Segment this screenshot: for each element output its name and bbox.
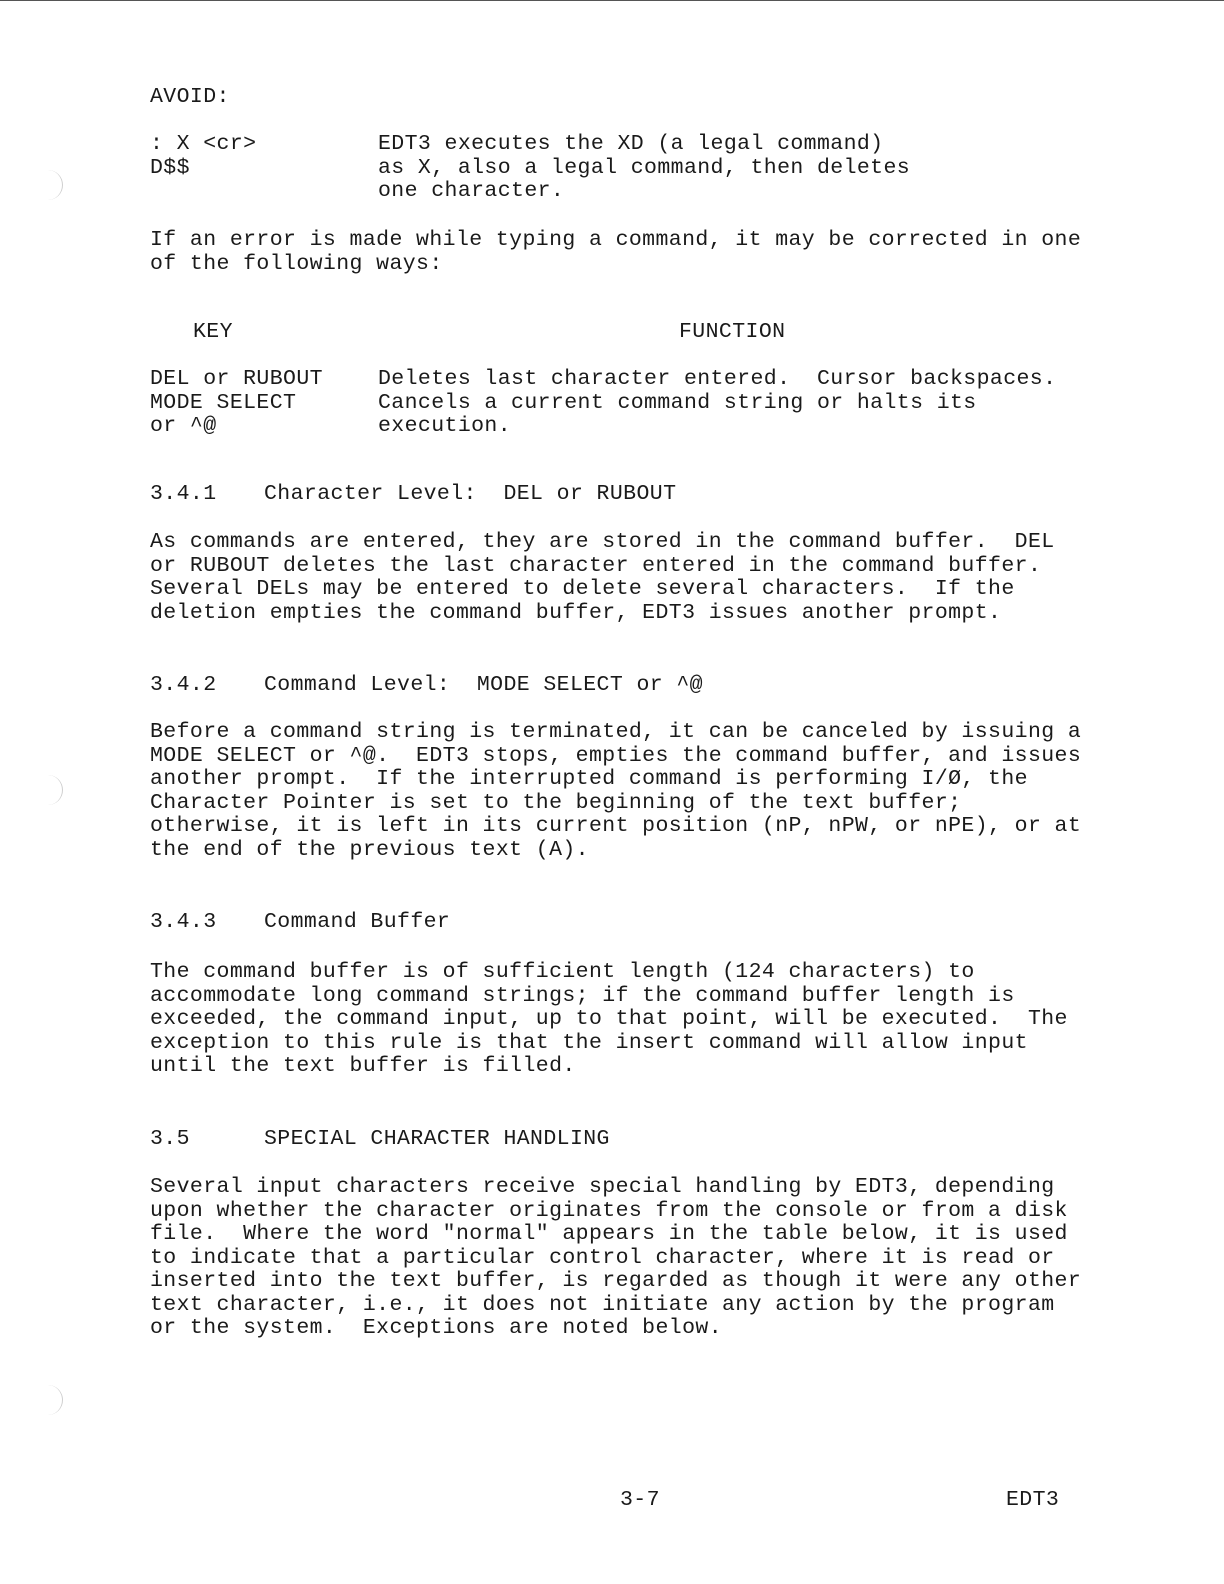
avoid-heading: AVOID: <box>150 85 230 109</box>
page-number: 3-7 <box>620 1488 660 1512</box>
paragraph-line: file. Where the word "normal" appears in the table below, it is used <box>150 1222 1068 1246</box>
paragraph-line: upon whether the character originates from the console or from a disk <box>150 1198 1068 1223</box>
paragraph-line: MODE SELECT or ^@. EDT3 stops, empties the command buffer, and issues <box>150 743 1082 768</box>
section-number: 3.5 <box>150 1127 190 1151</box>
intro-paragraph <box>150 229 1081 276</box>
punch-hole-mark <box>48 170 63 200</box>
table-function-column <box>378 368 1056 439</box>
table-header-function: FUNCTION <box>679 320 786 344</box>
document-name: EDT3 <box>1006 1488 1060 1512</box>
table-key-column <box>150 368 323 439</box>
paragraph-line: until the text buffer is filled. <box>150 1054 576 1078</box>
paragraph-line: otherwise, it is left in its current position (nP, nPW, or nPE), or at <box>150 814 1082 838</box>
paragraph-line: of the following ways: <box>150 251 443 276</box>
page-top-border <box>0 0 1224 1</box>
section-body <box>150 961 1068 1079</box>
table-key-cell: MODE SELECT <box>150 390 297 415</box>
avoid-explanation-line: EDT3 executes the XD (a legal command) <box>378 132 884 156</box>
section-body <box>150 531 1055 625</box>
paragraph-line: The command buffer is of sufficient length (124 characters) to <box>150 960 975 984</box>
paragraph-line: another prompt. If the interrupted command is performing I/Ø, the <box>150 767 1028 791</box>
paragraph-line: to indicate that a particular control character, where it is read or <box>150 1245 1055 1270</box>
table-function-cell: Cancels a current command string or halts its <box>378 390 977 415</box>
paragraph-line: As commands are entered, they are stored in the command buffer. DEL <box>150 530 1055 554</box>
section-number: 3.4.2 <box>150 673 217 697</box>
section-title: Command Level: MODE SELECT or ^@ <box>264 673 703 697</box>
punch-hole-mark <box>48 1385 63 1415</box>
paragraph-line: text character, i.e., it does not initiate any action by the program <box>150 1292 1055 1317</box>
section-title: Character Level: DEL or RUBOUT <box>264 482 677 506</box>
paragraph-line: exceeded, the command input, up to that point, will be executed. The <box>150 1007 1068 1031</box>
paragraph-line: inserted into the text buffer, is regarded as though it were any other <box>150 1269 1082 1293</box>
table-function-cell: execution. <box>378 414 512 438</box>
table-key-cell: DEL or RUBOUT <box>150 367 323 391</box>
section-title: SPECIAL CHARACTER HANDLING <box>264 1127 610 1151</box>
paragraph-line: or RUBOUT deletes the last character entered in the command buffer. <box>150 553 1042 578</box>
paragraph-line: accommodate long command strings; if the command buffer length is <box>150 983 1015 1008</box>
paragraph-line: deletion empties the command buffer, EDT3 issues another prompt. <box>150 600 1002 625</box>
avoid-example-keys <box>150 133 256 180</box>
paragraph-line: Several input characters receive special handling by EDT3, depending <box>150 1175 1055 1199</box>
avoid-key-line: D$$ <box>150 155 190 180</box>
avoid-explanation-line: as X, also a legal command, then deletes <box>378 155 911 180</box>
section-body <box>150 721 1081 862</box>
avoid-key-line: : X <cr> <box>150 132 257 156</box>
avoid-explanation-line: one character. <box>378 179 565 203</box>
table-header-key: KEY <box>193 320 233 344</box>
paragraph-line: Several DELs may be entered to delete several characters. If the <box>150 577 1015 601</box>
table-function-cell: Deletes last character entered. Cursor backspaces. <box>378 367 1057 391</box>
table-key-cell: or ^@ <box>150 414 217 438</box>
paragraph-line: or the system. Exceptions are noted below. <box>150 1316 722 1340</box>
paragraph-line: exception to this rule is that the insert command will allow input <box>150 1030 1028 1055</box>
section-number: 3.4.1 <box>150 482 217 506</box>
paragraph-line: Character Pointer is set to the beginning of the text buffer; <box>150 790 962 815</box>
section-body <box>150 1176 1081 1341</box>
paragraph-line: the end of the previous text (A). <box>150 837 589 862</box>
paragraph-line: Before a command string is terminated, it can be canceled by issuing a <box>150 720 1082 744</box>
punch-hole-mark <box>48 775 63 805</box>
section-number: 3.4.3 <box>150 910 217 934</box>
avoid-example-explanation <box>378 133 910 204</box>
paragraph-line: If an error is made while typing a command, it may be corrected in one <box>150 228 1082 252</box>
section-title: Command Buffer <box>264 910 451 934</box>
